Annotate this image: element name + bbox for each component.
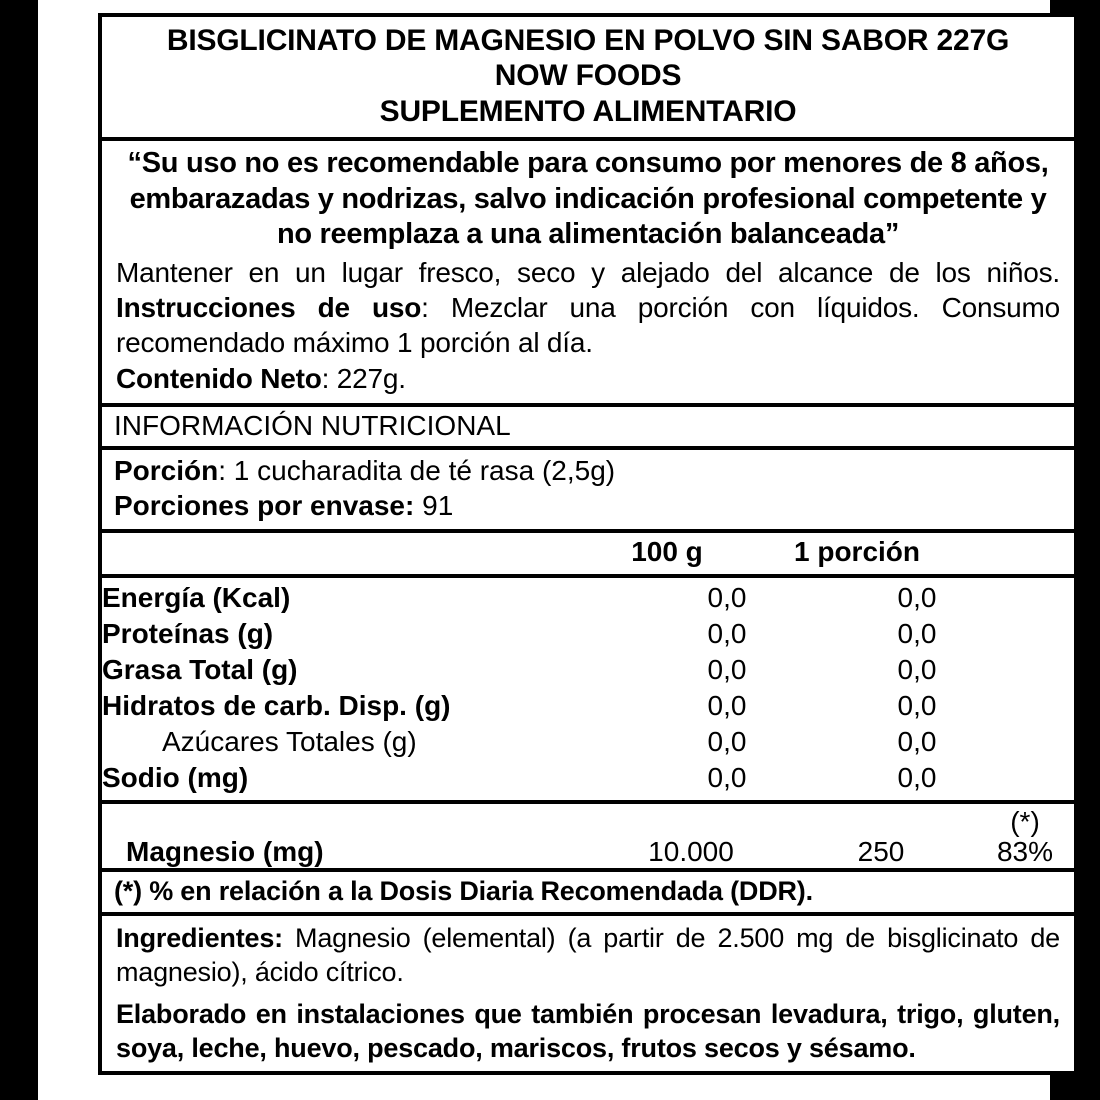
ddr-footnote: (*) % en relación a la Dosis Diaria Recomendada (DDR). bbox=[102, 872, 1074, 916]
storage-instructions bbox=[116, 256, 1060, 360]
nutrient-name: Proteínas (g) bbox=[102, 617, 274, 649]
storage-text-part2: : Mezclar una porción con líquidos. Consumo recomendado máximo 1 porción al día. bbox=[116, 292, 1061, 358]
mineral-name: Magnesio (mg) bbox=[126, 835, 324, 867]
nutrient-per-portion: 0,0 bbox=[897, 581, 937, 613]
header-per-100g: 100 g bbox=[631, 535, 703, 567]
nutrient-ddr bbox=[1012, 580, 1074, 616]
nutrient-per-100g: 0,0 bbox=[707, 581, 747, 613]
nutrition-table-body bbox=[102, 580, 1074, 797]
nutrition-info-heading: INFORMACIÓN NUTRICIONAL bbox=[102, 407, 1074, 450]
title-section bbox=[102, 17, 1074, 141]
storage-text-part1: Mantener en un lugar fresco, seco y alejado del alcance de los niños. bbox=[116, 257, 1060, 289]
nutrient-per-portion: 0,0 bbox=[897, 617, 937, 649]
nutrient-name: Energía (Kcal) bbox=[102, 581, 291, 613]
servings-per-container-value: 91 bbox=[414, 490, 454, 522]
ddr-marker-row bbox=[102, 804, 1074, 836]
mineral-section bbox=[102, 804, 1074, 872]
serving-info-section bbox=[102, 450, 1074, 533]
product-title-line-1: BISGLICINATO DE MAGNESIO EN POLVO SIN SABOR 227G bbox=[166, 24, 1010, 57]
nutrition-table-header bbox=[102, 533, 1074, 574]
header-ddr bbox=[952, 533, 1074, 574]
nutrient-per-100g: 0,0 bbox=[707, 617, 747, 649]
table-row bbox=[102, 652, 1074, 688]
serving-size-row bbox=[114, 453, 1062, 488]
nutrient-ddr bbox=[1012, 616, 1074, 652]
mineral-per-portion: 250 bbox=[857, 835, 905, 867]
nutrient-ddr bbox=[1012, 724, 1074, 760]
warning-usage-section bbox=[102, 141, 1074, 407]
usage-instructions-label: Instrucciones de uso bbox=[116, 292, 422, 324]
net-content bbox=[116, 362, 1060, 397]
nutrition-rows-section bbox=[102, 578, 1074, 804]
nutrient-per-100g: 0,0 bbox=[707, 654, 747, 686]
nutrient-per-100g: 0,0 bbox=[707, 726, 747, 758]
nutrient-name: Grasa Total (g) bbox=[102, 654, 298, 686]
table-header-row bbox=[102, 533, 1074, 574]
servings-per-container-label: Porciones por envase: bbox=[114, 490, 415, 522]
net-content-value: : 227g. bbox=[321, 363, 406, 395]
table-row bbox=[102, 724, 1074, 760]
nutrient-per-portion: 0,0 bbox=[897, 690, 937, 722]
nutrient-name: Sodio (mg) bbox=[102, 762, 249, 794]
nutrient-name: Hidratos de carb. Disp. (g) bbox=[102, 690, 451, 722]
nutrient-name: Azúcares Totales (g) bbox=[162, 726, 417, 758]
nutrition-label bbox=[98, 13, 1078, 1075]
header-nutrient bbox=[102, 533, 572, 574]
servings-per-container-row bbox=[114, 488, 1062, 523]
label-page-background bbox=[38, 0, 1061, 1100]
table-row bbox=[102, 580, 1074, 616]
nutrient-ddr bbox=[1012, 652, 1074, 688]
mineral-row-table bbox=[102, 836, 1074, 868]
table-row bbox=[102, 688, 1074, 724]
mineral-ddr-value: 83% bbox=[996, 835, 1054, 867]
nutrient-per-portion: 0,0 bbox=[897, 654, 937, 686]
ingredients-block bbox=[102, 916, 1074, 995]
nutrition-table-header-section bbox=[102, 533, 1074, 578]
nutrient-per-100g: 0,0 bbox=[707, 762, 747, 794]
header-per-portion: 1 porción bbox=[793, 535, 920, 567]
brand-name: NOW FOODS bbox=[494, 59, 682, 93]
nutrient-per-portion: 0,0 bbox=[897, 726, 937, 758]
ingredients-allergens-section bbox=[102, 916, 1074, 1071]
ingredients-label: Ingredientes: bbox=[116, 922, 283, 953]
nutrient-ddr bbox=[1012, 688, 1074, 724]
nutrient-per-100g: 0,0 bbox=[707, 690, 747, 722]
net-content-label: Contenido Neto bbox=[116, 363, 322, 395]
table-row bbox=[102, 836, 1074, 868]
allergen-statement: Elaborado en instalaciones que también procesan levadura, trigo, gluten, soya, leche, huevo, pescado, mariscos, frutos secos y sésamo. bbox=[116, 998, 1060, 1063]
nutrient-per-portion: 0,0 bbox=[897, 762, 937, 794]
table-row bbox=[102, 760, 1074, 796]
legal-warning-quote: “Su uso no es recomendable para consumo por menores de 8 años, embarazadas y nodrizas, salvo indicación profesional competente y no reemplaza a una alimentación balanceada” bbox=[127, 147, 1049, 250]
serving-size-label: Porción bbox=[114, 455, 219, 487]
nutrient-ddr bbox=[1012, 760, 1074, 796]
ddr-marker: (*) bbox=[1010, 805, 1040, 837]
product-category: SUPLEMENTO ALIMENTARIO bbox=[379, 94, 797, 128]
serving-size-value: : 1 cucharadita de té rasa (2,5g) bbox=[218, 455, 616, 487]
table-row bbox=[102, 616, 1074, 652]
ingredients-text: Magnesio (elemental) (a partir de 2.500 mg de bisglicinato de magnesio), ácido cítrico. bbox=[116, 922, 1060, 988]
mineral-per-100g: 10.000 bbox=[648, 835, 734, 867]
